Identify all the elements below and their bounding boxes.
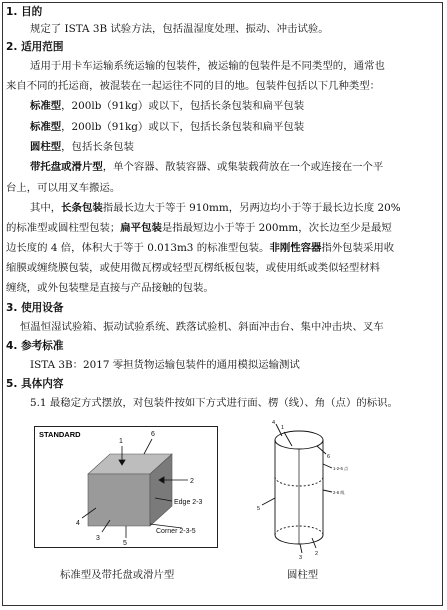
package-type-2-desc: ，200lb（91kg）或以下，包括长条包装和扁平包装 xyxy=(61,121,305,133)
package-type-1-name: 标准型 xyxy=(30,100,62,112)
label-cyl-line: 2-6 线 xyxy=(333,490,345,495)
def-text: 指最长边大于等于 910mm，另两边均小于等于最长边长度 20% xyxy=(102,202,401,214)
label-face-6: 6 xyxy=(151,431,155,438)
section-3-heading: 3. 使用设备 xyxy=(6,302,64,314)
term-long-package: 长条包装 xyxy=(61,202,103,214)
label-face-4: 4 xyxy=(76,520,80,527)
label-face-3: 3 xyxy=(96,535,100,542)
package-type-3-desc: ，包括长条包装 xyxy=(61,141,134,153)
reference-standard: ISTA 3B：2017 零担货物运输包装件的通用模拟运输测试 xyxy=(30,359,300,371)
def-text: 是指最短边小于等于 200mm，次长边至少是最短 xyxy=(161,222,392,234)
equipment-list: 恒温恒湿试验箱、振动试验系统、跌落试验机、斜面冲击台、集中冲击块、叉车 xyxy=(20,321,384,333)
caption-cylinder: 圆柱型 xyxy=(287,569,319,581)
definition-line-4: 缩膜或缠绕膜包装，或使用微瓦楞或轻型瓦楞纸板包装，或使用纸或类似轻型材料 xyxy=(6,262,381,274)
label-edge: Edge 2-3 xyxy=(174,499,203,506)
label-cyl-5: 5 xyxy=(257,506,261,512)
package-type-2 xyxy=(30,121,304,134)
box-front-face xyxy=(88,474,150,526)
label-cyl-point: 1-2-6 点 xyxy=(333,466,349,471)
cylinder-diagram xyxy=(254,420,354,560)
arrow-cyl-5 xyxy=(262,498,275,505)
label-cyl-4: 4 xyxy=(272,420,276,426)
package-type-4-name: 带托盘或滑片型 xyxy=(30,161,103,173)
arrow-cyl-6 xyxy=(317,446,326,454)
label-cyl-6: 6 xyxy=(327,454,331,460)
content-5-1: 5.1 最稳定方式摆放，对包装件按如下方式进行面、楞（线）、角（点）的标识。 xyxy=(30,397,398,409)
term-nonrigid-container: 非刚性容器 xyxy=(269,242,322,254)
definition-line-1 xyxy=(30,202,401,215)
arrow-cyl-point xyxy=(323,464,332,468)
caption-standard: 标准型及带托盘或滑片型 xyxy=(60,569,175,581)
section-2-heading: 2. 适用范围 xyxy=(6,41,64,53)
label-cyl-2: 2 xyxy=(315,551,319,557)
package-type-3 xyxy=(30,141,134,154)
def-text: 其中， xyxy=(30,202,62,214)
def-text: 的标准型或圆柱型包装； xyxy=(6,222,121,234)
def-text: 指外包装采用收 xyxy=(321,242,395,254)
package-type-3-name: 圆柱型 xyxy=(30,141,62,153)
label-corner: Corner 2-3-5 xyxy=(156,528,196,535)
package-type-4-desc: ，单个容器、散装容器、或集装载荷放在一个或连接在一个平 xyxy=(102,161,384,173)
section-1-text: 规定了 ISTA 3B 试验方法，包括温湿度处理、振动、冲击试验。 xyxy=(30,23,329,35)
arrow-cyl-2 xyxy=(312,538,316,548)
label-face-5: 5 xyxy=(123,540,127,547)
figure-title: STANDARD xyxy=(39,430,81,439)
label-face-2: 2 xyxy=(190,478,194,485)
arrow-cyl-1 xyxy=(284,432,292,446)
package-type-2-name: 标准型 xyxy=(30,121,62,133)
label-face-1: 1 xyxy=(119,438,123,445)
scope-line-1: 适用于用卡车运输系统运输的包装件，被运输的包装件是不同类型的，通常也 xyxy=(30,60,385,72)
arrow-cyl-3 xyxy=(300,544,302,553)
definition-line-3 xyxy=(6,242,394,255)
term-flat-package: 扁平包装 xyxy=(120,222,162,234)
arrow-cyl-line xyxy=(323,490,332,492)
package-type-1 xyxy=(30,100,304,113)
section-5-heading: 5. 具体内容 xyxy=(6,378,64,390)
section-1-heading: 1. 目的 xyxy=(6,6,43,18)
package-type-4-cont: 台上，可以用叉车搬运。 xyxy=(6,182,121,194)
def-text: 边长度的 4 倍，体积大于等于 0.013m3 的标准型包装。 xyxy=(6,242,270,254)
section-4-heading: 4. 参考标准 xyxy=(6,340,64,352)
standard-box-diagram xyxy=(34,426,218,548)
scope-line-2: 来自不同的托运商，被混装在一起运往不同的目的地。包装件包括以下几种类型： xyxy=(6,80,381,92)
label-cyl-1: 1 xyxy=(281,425,285,431)
cylinder-top xyxy=(275,431,323,449)
package-type-4 xyxy=(30,161,383,174)
definition-line-5: 缠绕，或外包装壁是直接与产品接触的包装。 xyxy=(6,282,214,294)
definition-line-2 xyxy=(6,222,392,235)
package-type-1-desc: ，200lb（91kg）或以下，包括长条包装和扁平包装 xyxy=(61,100,305,112)
label-cyl-3: 3 xyxy=(299,555,303,560)
